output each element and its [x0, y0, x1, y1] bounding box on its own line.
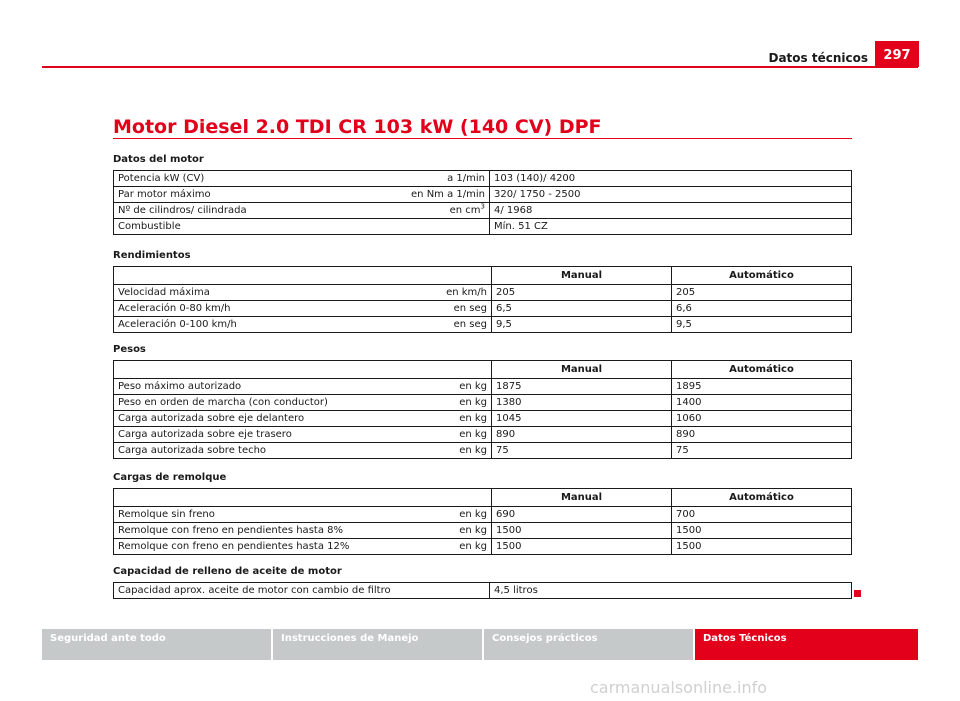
- row-label: Remolque sin freno: [118, 509, 215, 520]
- row-unit: en kg: [459, 445, 487, 456]
- pesos-section: [113, 344, 852, 459]
- section-title: Datos del motor: [113, 154, 204, 165]
- row-unit: en kg: [459, 397, 487, 408]
- row-auto: 700: [672, 507, 852, 523]
- table-row: [114, 583, 852, 599]
- header-title: Datos técnicos: [768, 51, 868, 65]
- table-row: [114, 523, 852, 539]
- row-manual: 890: [492, 427, 672, 443]
- aceite-section: [113, 566, 852, 599]
- table-row: [114, 443, 852, 459]
- col-manual: Manual: [492, 361, 672, 379]
- table-row: [114, 171, 852, 187]
- row-auto: 1500: [672, 523, 852, 539]
- row-unit: en kg: [459, 413, 487, 424]
- row-auto: 1500: [672, 539, 852, 555]
- row-label: Aceleración 0-80 km/h: [118, 303, 231, 314]
- row-value: Mín. 51 CZ: [490, 219, 852, 235]
- row-label: Aceleración 0-100 km/h: [118, 319, 237, 330]
- row-auto: 9,5: [672, 317, 852, 333]
- row-label: Potencia kW (CV): [118, 173, 205, 184]
- row-label: Carga autorizada sobre eje delantero: [118, 413, 305, 424]
- title-rule: [113, 138, 852, 139]
- row-unit: en kg: [459, 525, 487, 536]
- col-auto: Automático: [672, 361, 852, 379]
- table-row: [114, 317, 852, 333]
- row-value: 320/ 1750 - 2500: [490, 187, 852, 203]
- row-manual: 1500: [492, 523, 672, 539]
- row-unit: en kg: [459, 509, 487, 520]
- remolque-table: [113, 488, 852, 555]
- row-label: Velocidad máxima: [118, 287, 210, 298]
- col-manual: Manual: [492, 489, 672, 507]
- unit-superscript: 3: [480, 202, 485, 211]
- row-auto: 1400: [672, 395, 852, 411]
- row-auto: 6,6: [672, 301, 852, 317]
- section-title: Cargas de remolque: [113, 472, 227, 483]
- row-unit: en km/h: [446, 287, 487, 298]
- table-row: [114, 203, 852, 219]
- row-unit: en kg: [459, 381, 487, 392]
- row-manual: 9,5: [492, 317, 672, 333]
- table-header-row: [114, 267, 852, 285]
- row-manual: 1500: [492, 539, 672, 555]
- table-row: [114, 411, 852, 427]
- row-auto: 1895: [672, 379, 852, 395]
- col-auto: Automático: [672, 267, 852, 285]
- table-header-row: [114, 489, 852, 507]
- row-label: Par motor máximo: [118, 189, 211, 200]
- row-auto: 890: [672, 427, 852, 443]
- remolque-section: [113, 472, 852, 555]
- row-label: Capacidad aprox. aceite de motor con cambio de filtro: [114, 583, 490, 599]
- motor-table: [113, 170, 852, 235]
- rendimientos-table: [113, 266, 852, 333]
- row-manual: 1875: [492, 379, 672, 395]
- footer-tab-seguridad[interactable]: Seguridad ante todo: [42, 629, 271, 660]
- aceite-table: [113, 582, 852, 599]
- table-row: [114, 219, 852, 235]
- end-of-section-marker: [854, 590, 861, 597]
- row-label: Nº de cilindros/ cilindrada: [118, 205, 247, 216]
- footer-tab-instrucciones[interactable]: Instrucciones de Manejo: [273, 629, 482, 660]
- motor-section: [113, 154, 852, 235]
- row-unit: a 1/min: [447, 173, 485, 184]
- row-label: Remolque con freno en pendientes hasta 8%: [118, 525, 343, 536]
- row-manual: 205: [492, 285, 672, 301]
- row-unit: en seg: [453, 319, 487, 330]
- row-label: Combustible: [118, 221, 181, 232]
- row-manual: 1045: [492, 411, 672, 427]
- col-manual: Manual: [492, 267, 672, 285]
- row-label: Peso en orden de marcha (con conductor): [118, 397, 328, 408]
- pesos-table: [113, 360, 852, 459]
- table-row: [114, 301, 852, 317]
- table-row: [114, 379, 852, 395]
- row-unit: en seg: [453, 303, 487, 314]
- table-row: [114, 395, 852, 411]
- watermark: carmanualsonline.info: [590, 678, 768, 697]
- table-row: [114, 285, 852, 301]
- row-auto: 1060: [672, 411, 852, 427]
- section-title: Rendimientos: [113, 250, 191, 261]
- row-auto: 205: [672, 285, 852, 301]
- page-number: 297: [875, 41, 919, 67]
- footer-tab-datos-tecnicos[interactable]: Datos Técnicos: [695, 629, 918, 660]
- row-label: Peso máximo autorizado: [118, 381, 242, 392]
- table-row: [114, 539, 852, 555]
- row-label: Carga autorizada sobre techo: [118, 445, 267, 456]
- row-unit: en kg: [459, 429, 487, 440]
- row-unit: en Nm a 1/min: [411, 189, 485, 200]
- row-manual: 75: [492, 443, 672, 459]
- row-auto: 75: [672, 443, 852, 459]
- table-row: [114, 507, 852, 523]
- row-value: 4,5 litros: [490, 583, 852, 599]
- footer-tab-consejos[interactable]: Consejos prácticos: [484, 629, 693, 660]
- table-row: [114, 187, 852, 203]
- section-title: Pesos: [113, 344, 146, 355]
- section-title: Capacidad de relleno de aceite de motor: [113, 566, 342, 577]
- table-row: [114, 427, 852, 443]
- row-manual: 6,5: [492, 301, 672, 317]
- header-rule: [42, 66, 918, 68]
- row-label: Carga autorizada sobre eje trasero: [118, 429, 292, 440]
- row-unit: en $cm^3$: [449, 202, 485, 216]
- page-title: Motor Diesel 2.0 TDI CR 103 kW (140 CV) DPF: [113, 116, 602, 138]
- table-header-row: [114, 361, 852, 379]
- col-auto: Automático: [672, 489, 852, 507]
- row-unit: en kg: [459, 541, 487, 552]
- row-value: 4/ 1968: [490, 203, 852, 219]
- row-label: Remolque con freno en pendientes hasta 12%: [118, 541, 350, 552]
- row-value: 103 (140)/ 4200: [490, 171, 852, 187]
- row-manual: 1380: [492, 395, 672, 411]
- row-manual: 690: [492, 507, 672, 523]
- rendimientos-section: [113, 250, 852, 333]
